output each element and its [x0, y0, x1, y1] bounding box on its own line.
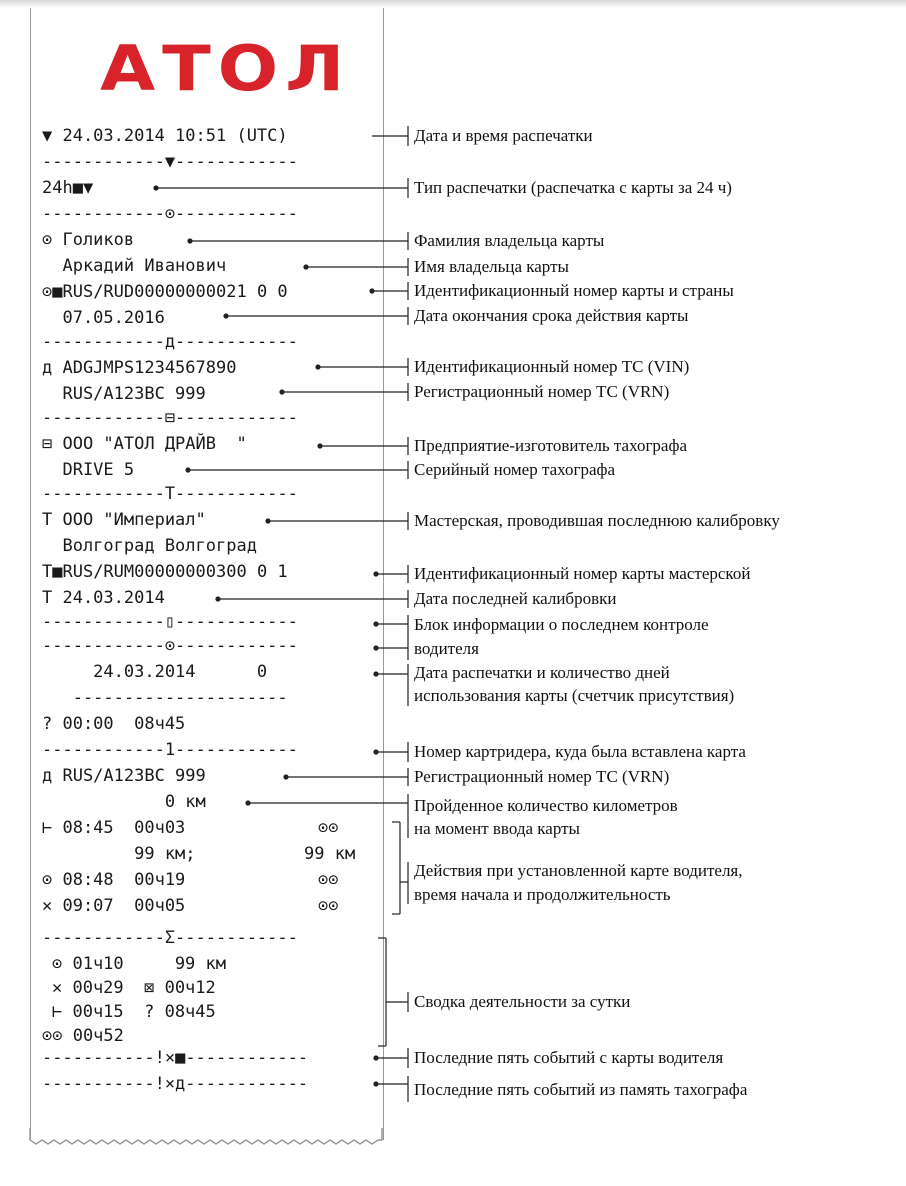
vehicle-vrn-2: д RUS/A123BC 999 — [42, 766, 206, 786]
atol-logo: АТОЛ — [100, 32, 352, 105]
annotation-manufacturer: Предприятие-изготовитель тахографа — [414, 436, 688, 455]
unknown-activity-line: ? 00:00 08ч45 — [42, 714, 186, 734]
annotation-printout-type: Тип распечатки (распечатка с карты за 24 ч) — [414, 178, 732, 197]
annotation-odometer-2: на момент ввода карты — [414, 819, 580, 838]
annotation-print-date-count-2: использования карты (счетчик присутствия) — [414, 686, 735, 705]
annotation-workshop-card: Идентификационный номер карты мастерской — [414, 564, 751, 583]
annotation-surname: Фамилия владельца карты — [414, 231, 605, 250]
print-datetime-line: ▼ 24.03.2014 10:51 (UTC) — [42, 126, 288, 146]
vehicle-vin: д ADGJMPS1234567890 — [42, 358, 237, 378]
separator-line: ------------1------------ — [42, 740, 298, 760]
crew-icon: ⊙⊙ — [318, 818, 339, 838]
annotation-daily-summary: Сводка деятельности за сутки — [414, 992, 631, 1011]
separator-right: ------------ — [185, 1074, 309, 1094]
workshop-card-number: RUS/RUM00000000300 0 1 — [62, 562, 288, 582]
workshop-card-icon: T■ — [42, 562, 63, 582]
vehicle-vrn: RUS/A123BC 999 — [42, 384, 206, 404]
workshop-city: Волгоград Волгоград — [42, 536, 257, 556]
card-icon: ⊙■ — [42, 282, 63, 302]
summary-row: ⊢ 00ч15 ? 08ч45 — [52, 1002, 216, 1022]
separator-left: -----------!× — [42, 1048, 176, 1068]
separator-right: ------------ — [185, 1048, 309, 1068]
annotation-workshop: Мастерская, проводившая последнюю калибровку — [414, 511, 780, 530]
workshop-name: T ООО "Империал" — [42, 510, 206, 530]
card-icon: ■ — [175, 1048, 186, 1068]
separator-line: ------------д------------ — [42, 332, 298, 352]
print-date-presence-counter: 24.03.2014 0 — [42, 662, 268, 682]
crew-icon: ⊙⊙ — [318, 870, 339, 890]
summary-row: ✕ 00ч29 ⊠ 00ч12 — [52, 978, 216, 998]
annotation-tacho-events: Последние пять событий из память тахографа — [414, 1080, 748, 1099]
separator-left: -----------!×д — [42, 1074, 186, 1094]
crew-icon: ⊙⊙ — [318, 896, 339, 916]
annotation-print-date-count: Дата распечатки и количество дней — [414, 663, 670, 682]
annotation-vrn-2: Регистрационный номер ТС (VRN) — [414, 767, 670, 786]
separator-line: ------------⊟------------ — [42, 408, 298, 428]
annotation-activities-2: время начала и продолжительность — [414, 885, 671, 904]
card-holder-surname: ⊙ Голиков — [42, 230, 135, 250]
annotation-calibration-date: Дата последней калибровки — [414, 589, 617, 608]
annotation-odometer: Пройденное количество километров — [414, 796, 678, 815]
annotation-card-expiry: Дата окончания срока действия карты — [414, 306, 689, 325]
separator-line: ------------Σ------------ — [42, 928, 298, 948]
printout-type-text: 24h — [42, 178, 73, 198]
calibration-date: T 24.03.2014 — [42, 588, 165, 608]
activity-distance-2: 99 км — [304, 844, 356, 864]
summary-row: ⊙⊙ 00ч52 — [42, 1026, 124, 1046]
annotation-card-number: Идентификационный номер карты и страны — [414, 281, 734, 300]
summary-row: ⊙ 01ч10 99 км — [52, 954, 226, 974]
separator-line: ------------▼------------ — [42, 152, 298, 172]
annotation-last-control-2: водителя — [414, 639, 479, 658]
tachograph-manufacturer: ⊟ ООО "АТОЛ ДРАЙВ " — [42, 434, 247, 454]
annotation-card-events: Последние пять событий с карты водителя — [414, 1048, 724, 1067]
card-holder-name: Аркадий Иванович — [42, 256, 227, 276]
annotation-given-name: Имя владельца карты — [414, 257, 569, 276]
annotation-print-datetime: Дата и время распечатки — [414, 126, 593, 145]
separator-line: ------------⊙------------ — [42, 636, 298, 656]
card-expiry-date: 07.05.2016 — [42, 308, 165, 328]
card-number: RUS/RUD00000000021 0 0 — [62, 282, 288, 302]
separator-line: ------------▯------------ — [42, 612, 298, 632]
activity-row: ⊙ 08:48 00ч19 — [42, 870, 186, 890]
tachograph-serial: DRIVE 5 — [42, 460, 135, 480]
activity-row: ⊢ 08:45 00ч03 — [42, 818, 186, 838]
annotation-card-reader: Номер картридера, куда была вставлена карта — [414, 742, 746, 761]
annotation-vin: Идентификационный номер ТС (VIN) — [414, 357, 690, 376]
separator-line: --------------------- — [42, 688, 288, 708]
annotation-activities: Действия при установленной карте водителя, — [414, 861, 743, 880]
card-download-icon: ■▼ — [72, 178, 94, 198]
odometer-at-insertion: 0 км — [42, 792, 206, 812]
annotation-vrn: Регистрационный номер ТС (VRN) — [414, 382, 670, 401]
separator-line: ------------T------------ — [42, 484, 298, 504]
annotation-last-control: Блок информации о последнем контроле — [414, 615, 709, 634]
activity-distance: 99 км; — [42, 844, 196, 864]
separator-line: ------------⊙------------ — [42, 204, 298, 224]
annotation-serial: Серийный номер тахографа — [414, 460, 616, 479]
activity-row: ✕ 09:07 00ч05 — [42, 896, 186, 916]
